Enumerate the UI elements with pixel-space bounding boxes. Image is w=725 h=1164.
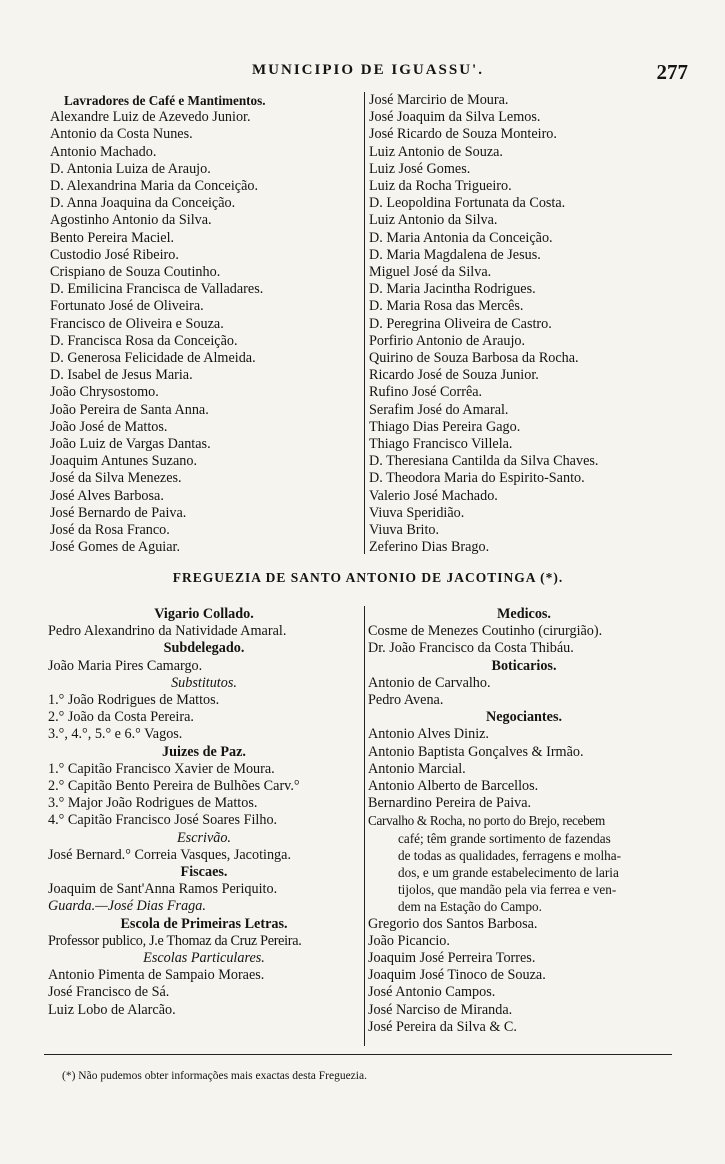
medicos-heading: Medicos. <box>497 606 551 622</box>
lavrador-name: João Luiz de Vargas Dantas. <box>50 436 211 453</box>
fiscal-name: Joaquim de Sant'Anna Ramos Periquito. <box>48 881 278 898</box>
lavrador-name: José da Rosa Franco. <box>50 522 170 539</box>
lavrador-name: Zeferino Dias Brago. <box>369 539 490 556</box>
guarda-name: Guarda.—José Dias Fraga. <box>48 898 206 915</box>
lavrador-name: Thiago Dias Pereira Gago. <box>369 418 521 435</box>
fiscaes-heading: Fiscaes. <box>180 864 228 881</box>
lavrador-name: Antonio Machado. <box>50 143 157 160</box>
boticario-item: Antonio de Carvalho. <box>368 674 491 691</box>
lavrador-name: D. Maria Magdalena de Jesus. <box>369 246 541 263</box>
lavrador-name: D. Francisca Rosa da Conceição. <box>50 332 238 349</box>
carvalho-rocha-line: Carvalho & Rocha, no porto do Brejo, recebem <box>368 813 605 829</box>
lavrador-name: D. Alexandrina Maria da Conceição. <box>50 178 259 195</box>
lavradores-left-column <box>50 92 355 556</box>
escrivao-heading: Escrivão. <box>177 829 231 846</box>
negociante-item: Joaquim José Perreira Torres. <box>368 950 536 967</box>
lavrador-name: Miguel José da Silva. <box>369 264 492 281</box>
lavradores-heading: Lavradores de Café e Mantimentos. <box>64 93 266 108</box>
lavrador-name: Alexandre Luiz de Azevedo Junior. <box>50 109 251 126</box>
lavrador-name: José Gomes de Aguiar. <box>50 539 181 556</box>
lavrador-name: Ricardo José de Souza Junior. <box>369 367 539 384</box>
freguezia-title: FREGUEZIA DE SANTO ANTONIO DE JACOTINGA (*). <box>172 570 564 585</box>
lavrador-name: D. Generosa Felicidade de Almeida. <box>50 350 256 367</box>
freguezia-left-column <box>48 606 360 1019</box>
negociante-item: Gregorio dos Santos Barbosa. <box>368 915 538 932</box>
lavrador-name: Francisco de Oliveira e Souza. <box>50 315 224 332</box>
lavrador-name: Bento Pereira Maciel. <box>50 229 175 246</box>
subdelegado-name: João Maria Pires Camargo. <box>48 657 203 674</box>
lavrador-name: D. Theodora Maria do Espirito-Santo. <box>369 470 585 487</box>
lavrador-name: D. Maria Antonia da Conceição. <box>369 229 553 246</box>
particular-item: Antonio Pimenta de Sampaio Moraes. <box>48 967 265 984</box>
substituto-item: 3.°, 4.°, 5.° e 6.° Vagos. <box>48 726 183 743</box>
lavrador-name: Luiz da Rocha Trigueiro. <box>369 178 512 195</box>
boticarios-heading: Boticarios. <box>491 657 557 674</box>
substituto-item: 1.° João Rodrigues de Mattos. <box>48 692 220 709</box>
page-number: 277 <box>656 60 688 84</box>
negociantes-heading: Negociantes. <box>485 709 563 726</box>
lavrador-name: Custodio José Ribeiro. <box>50 246 179 263</box>
juiz-item: 3.° Major João Rodrigues de Mattos. <box>48 795 258 812</box>
lavrador-name: D. Emilicina Francisca de Valladares. <box>50 281 264 298</box>
negociante-item: José Antonio Campos. <box>368 984 496 1001</box>
lavrador-name: José Joaquim da Silva Lemos. <box>369 109 541 126</box>
lavrador-name: D. Maria Jacintha Rodrigues. <box>369 281 536 298</box>
vigario-name: Pedro Alexandrino da Natividade Amaral. <box>48 623 287 640</box>
lavrador-name: Thiago Francisco Villela. <box>369 436 513 453</box>
lavradores-right-column <box>369 92 679 556</box>
negociante-item: Antonio Alberto de Barcellos. <box>368 778 539 795</box>
freguezia-right-column <box>368 606 680 1036</box>
escrivao-name: José Bernard.° Correia Vasques, Jacotinga. <box>48 846 291 863</box>
negociante-item: Joaquim José Tinoco de Souza. <box>368 967 546 984</box>
juiz-item: 2.° Capitão Bento Pereira de Bulhões Carv.° <box>48 778 300 795</box>
negociante-item: Bernardino Pereira de Paiva. <box>368 795 532 812</box>
page-header <box>48 60 688 84</box>
lavrador-name: D. Maria Rosa das Mercês. <box>369 298 524 315</box>
subdelegado-heading: Subdelegado. <box>163 640 245 657</box>
lavrador-name: Quirino de Souza Barbosa da Rocha. <box>369 350 579 367</box>
particulares-heading: Escolas Particulares. <box>143 950 265 967</box>
column-divider <box>364 92 365 554</box>
lavrador-name: José Bernardo de Paiva. <box>50 504 187 521</box>
carvalho-rocha-line: dem na Estação do Campo. <box>398 899 542 915</box>
lavrador-name: Porfirio Antonio de Araujo. <box>369 332 526 349</box>
footnote: (*) Não pudemos obter informações mais exactas desta Freguezia. <box>62 1070 367 1082</box>
page-title: MUNICIPIO DE IGUASSU'. <box>252 62 484 78</box>
lavrador-name: João José de Mattos. <box>50 418 168 435</box>
footnote-rule <box>44 1054 672 1055</box>
lavrador-name: D. Leopoldina Fortunata da Costa. <box>369 195 566 212</box>
lavrador-name: Serafim José do Amaral. <box>369 401 509 418</box>
professor-name: Professor publico, J.e Thomaz da Cruz Pereira. <box>48 932 302 949</box>
escola-heading: Escola de Primeiras Letras. <box>120 915 288 932</box>
lavrador-name: Luiz Antonio da Silva. <box>369 212 498 229</box>
lavrador-name: Viuva Brito. <box>369 522 440 539</box>
particular-item: Luiz Lobo de Alarcão. <box>48 1001 176 1018</box>
juizes-heading: Juizes de Paz. <box>162 743 246 760</box>
lavrador-name: José Ricardo de Souza Monteiro. <box>369 126 557 143</box>
lavrador-name: Agostinho Antonio da Silva. <box>50 212 212 229</box>
lavrador-name: Luiz José Gomes. <box>369 160 471 177</box>
lavrador-name: Luiz Antonio de Souza. <box>369 143 503 160</box>
lavrador-name: Valerio José Machado. <box>369 487 498 504</box>
negociante-item: Antonio Alves Diniz. <box>368 726 489 743</box>
negociante-item: José Pereira da Silva & C. <box>368 1018 517 1035</box>
lavrador-name: D. Anna Joaquina da Conceição. <box>50 195 236 212</box>
lavrador-name: João Chrysostomo. <box>50 384 159 401</box>
carvalho-rocha-line: tijolos, que mandão pela via ferrea e ven- <box>398 882 617 898</box>
negociante-item: Antonio Baptista Gonçalves & Irmão. <box>368 743 584 760</box>
juiz-item: 1.° Capitão Francisco Xavier de Moura. <box>48 760 275 777</box>
negociante-item: João Picancio. <box>368 932 450 949</box>
lavrador-name: José da Silva Menezes. <box>50 470 182 487</box>
lavrador-name: D. Peregrina Oliveira de Castro. <box>369 315 552 332</box>
carvalho-rocha-line: café; têm grande sortimento de fazendas <box>398 830 611 846</box>
lavrador-name: Fortunato José de Oliveira. <box>50 298 204 315</box>
carvalho-rocha-line: de todas as qualidades, ferragens e molha- <box>398 847 622 863</box>
lavrador-name: João Pereira de Santa Anna. <box>50 401 209 418</box>
negociante-item: José Narciso de Miranda. <box>368 1001 513 1018</box>
carvalho-rocha-line: dos, e um grande estabelecimento de laria <box>398 865 619 881</box>
lavrador-name: Antonio da Costa Nunes. <box>50 126 193 143</box>
lavrador-name: Joaquim Antunes Suzano. <box>50 453 197 470</box>
lavrador-name: D. Antonia Luiza de Araujo. <box>50 160 211 177</box>
vigario-heading: Vigario Collado. <box>154 606 254 622</box>
medico-item: Cosme de Menezes Coutinho (cirurgião). <box>368 623 603 640</box>
lavrador-name: Viuva Speridião. <box>369 504 465 521</box>
particular-item: José Francisco de Sá. <box>48 984 170 1001</box>
lavrador-name: Crispiano de Souza Coutinho. <box>50 264 221 281</box>
column-divider <box>364 606 365 1046</box>
substitutos-heading: Substitutos. <box>171 674 237 691</box>
negociante-item: Antonio Marcial. <box>368 760 466 777</box>
lavrador-name: D. Theresiana Cantilda da Silva Chaves. <box>369 453 599 470</box>
substituto-item: 2.° João da Costa Pereira. <box>48 709 194 726</box>
boticario-item: Pedro Avena. <box>368 692 444 709</box>
lavrador-name: José Alves Barbosa. <box>50 487 164 504</box>
lavrador-name: José Marcirio de Moura. <box>369 92 509 108</box>
lavrador-name: D. Isabel de Jesus Maria. <box>50 367 193 384</box>
medico-item: Dr. João Francisco da Costa Thibáu. <box>368 640 574 657</box>
lavrador-name: Rufino José Corrêa. <box>369 384 483 401</box>
juiz-item: 4.° Capitão Francisco José Soares Filho. <box>48 812 278 829</box>
